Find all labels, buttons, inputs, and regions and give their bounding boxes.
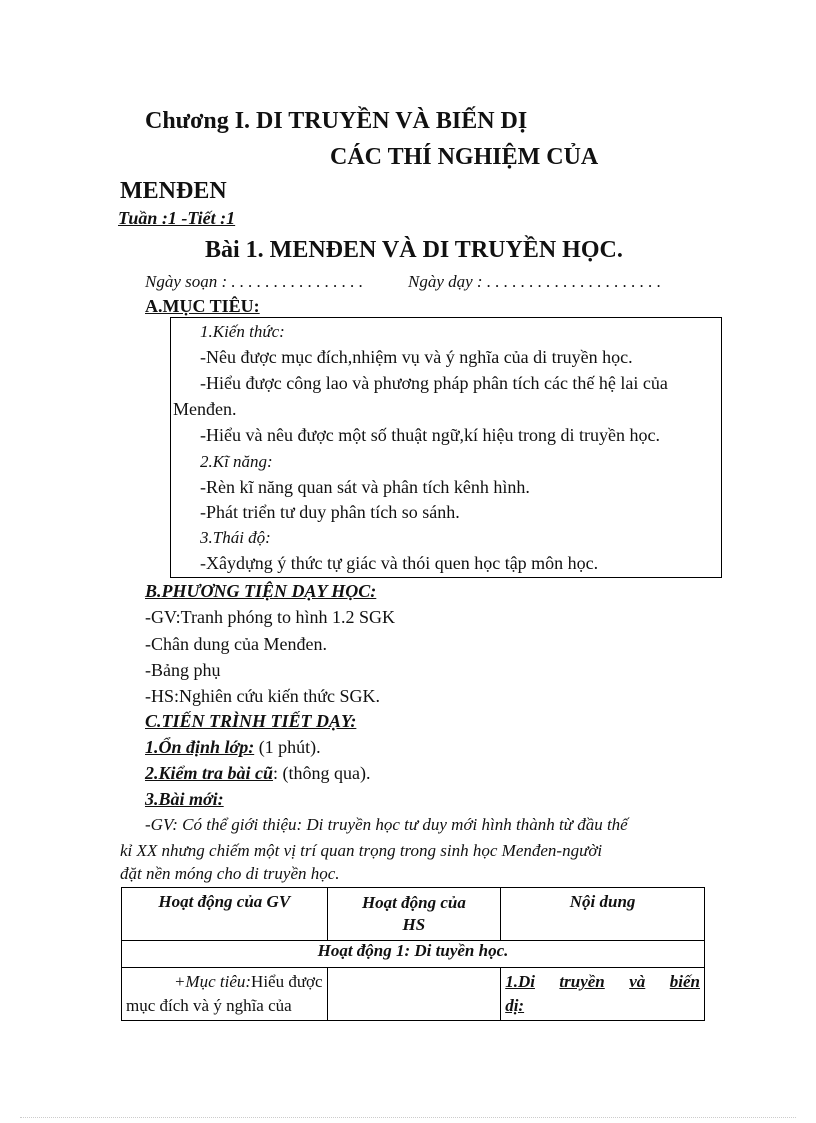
skills-item-2: -Phát triển tư duy phân tích so sánh.: [200, 502, 460, 522]
chapter-subtitle: CÁC THÍ NGHIỆM CỦA: [330, 144, 599, 170]
header-teacher: Hoạt động của GV: [122, 888, 328, 941]
content-word-4: biến: [669, 972, 700, 991]
knowledge-item-2-cont: Menđen.: [173, 399, 237, 419]
header-student-line2: HS: [402, 915, 426, 934]
material-item-1: -GV:Tranh phóng to hình 1.2 SGK: [145, 607, 396, 627]
objective-line1: [126, 970, 323, 994]
header-student: [327, 888, 501, 941]
content-word-1: 1.Di: [505, 972, 535, 991]
step-1-text: (1 phút).: [254, 737, 321, 757]
section-c-heading: C.TIẾN TRÌNH TIẾT DẠY:: [145, 711, 357, 731]
intro-line-1: -GV: Có thể giới thiệu: Di truyền học tư duy mới hình thành từ đầu thế: [145, 815, 628, 834]
objective-line2: mục đích và ý nghĩa của: [126, 996, 292, 1015]
section-a-heading: A.MỤC TIÊU:: [145, 296, 260, 316]
skills-title: 2.Kĩ năng:: [200, 452, 273, 471]
step-2-label: 2.Kiểm tra bài cũ: [145, 763, 274, 783]
cell-student: [327, 968, 501, 1021]
content-line2: dị:: [505, 996, 525, 1015]
header-student-line1: Hoạt động của: [361, 893, 466, 912]
content-word-3: và: [629, 972, 646, 991]
attitude-title: 3.Thái độ:: [200, 528, 271, 547]
lesson-title: Bài 1. MENĐEN VÀ DI TRUYỀN HỌC.: [205, 237, 623, 263]
skills-item-1: -Rèn kĩ năng quan sát và phân tích kênh hình.: [200, 477, 530, 497]
date-prep: Ngày soạn : . . . . . . . . . . . . . . . .: [145, 272, 364, 291]
table-header-row: [122, 888, 705, 941]
cell-content: [501, 968, 705, 1021]
activity-table: [121, 887, 705, 1021]
material-item-2: -Chân dung của Menđen.: [145, 634, 327, 654]
date-teach: Ngày dạy : . . . . . . . . . . . . . . . . . . . . .: [408, 272, 662, 291]
step-2-text: : (thông qua).: [273, 763, 371, 783]
header-content: Nội dung: [501, 888, 705, 941]
knowledge-item-3: -Hiểu và nêu được một số thuật ngữ,kí hiệu trong di truyền học.: [200, 425, 660, 445]
knowledge-item-1: -Nêu được mục đích,nhiệm vụ và ý nghĩa của di truyền học.: [200, 347, 633, 367]
section-b-heading: B.PHƯƠNG TIỆN DẠY HỌC:: [145, 581, 377, 601]
knowledge-item-2: -Hiểu được công lao và phương pháp phân tích các thế hệ lai của: [200, 373, 668, 393]
content-word-2: truyền: [559, 972, 605, 991]
intro-line-3: đặt nền móng cho di truyền học.: [120, 864, 340, 883]
table-row: [122, 941, 705, 968]
activity-heading: Hoạt động 1: Di tuyền học.: [122, 941, 705, 968]
chapter-title: Chương I. DI TRUYỀN VÀ BIẾN DỊ: [145, 108, 528, 134]
step-1-label: 1.Ổn định lớp:: [145, 737, 255, 757]
week-label: Tuần :1 -Tiết :1: [118, 208, 236, 228]
page-footer-line: [20, 1117, 796, 1118]
step-3-label: 3.Bài mới:: [145, 789, 224, 809]
objective-label: +Mục tiêu:: [173, 972, 252, 991]
intro-line-2: kỉ XX nhưng chiếm một vị trí quan trọng trong sinh học Menđen-người: [120, 841, 603, 860]
material-item-4: -HS:Nghiên cứu kiến thức SGK.: [145, 686, 380, 706]
table-row: [122, 968, 705, 1021]
cell-teacher-objective: [122, 968, 328, 1021]
step-1: [145, 737, 321, 758]
content-line1: [505, 970, 700, 994]
objective-text: Hiểu được: [251, 972, 323, 991]
step-2: [145, 763, 371, 784]
chapter-subtitle-cont: MENĐEN: [120, 178, 227, 204]
attitude-item-1: -Xâydựng ý thức tự giác và thói quen học tập môn học.: [200, 553, 599, 573]
material-item-3: -Bảng phụ: [145, 660, 221, 680]
knowledge-title: 1.Kiến thức:: [200, 322, 285, 341]
